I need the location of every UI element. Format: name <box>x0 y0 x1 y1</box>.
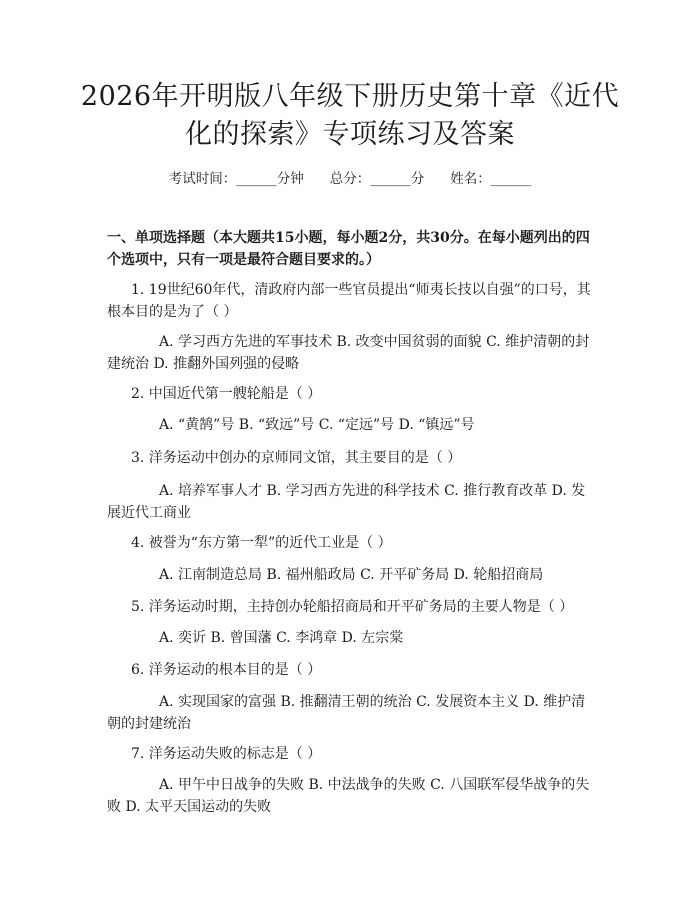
time-label: 考试时间： <box>168 171 237 187</box>
question-4-stem: 4. 被誉为“东方第一犁”的近代工业是（ ） <box>131 535 392 551</box>
question-6-options: A. 实现国家的富强 B. 推翻清王朝的统治 C. 发展资本主义 D. 维护清朝的封建统治 <box>107 694 586 732</box>
name-blank: ______ <box>490 171 532 187</box>
question-1-stem: 1. 19世纪60年代，清政府内部一些官员提出“师夷长技以自强”的口号，其根本目的是为了（ ） <box>107 282 591 320</box>
question-6-stem: 6. 洋务运动的根本目的是（ ） <box>131 662 322 678</box>
question-3-options: A. 培养军事人才 B. 学习西方先进的科学技术 C. 推行教育改革 D. 发展近代工商业 <box>107 483 586 521</box>
question-5-options: A. 奕䜣 B. 曾国藩 C. 李鸿章 D. 左宗棠 <box>159 630 404 646</box>
question-2-stem: 2. 中国近代第一艘轮船是（ ） <box>131 386 322 402</box>
question-4-options: A. 江南制造总局 B. 福州船政局 C. 开平矿务局 D. 轮船招商局 <box>159 567 544 583</box>
question-7-stem: 7. 洋务运动失败的标志是（ ） <box>131 746 322 762</box>
score-blank: ______ <box>370 171 411 187</box>
name-label: 姓名： <box>450 171 491 187</box>
question-7-options: A. 甲午中日战争的失败 B. 中法战争的失败 C. 八国联军侵华战争的失败 D. 太平天国运动的失败 <box>107 777 590 815</box>
question-5-stem: 5. 洋务运动时期，主持创办轮船招商局和开平矿务局的主要人物是（ ） <box>131 599 574 615</box>
title-line-2: 化的探索》专项练习及答案 <box>185 119 515 150</box>
question-2-options: A. “黄鹄”号 B. “致远”号 C. “定远”号 D. “镇远”号 <box>159 417 475 433</box>
time-unit: 分钟 <box>276 171 304 187</box>
exam-info-line <box>0 169 700 189</box>
section-heading: 一、单项选择题（本大题共15小题，每小题2分，共30分。在每小题列出的四个选项中，只有一项是最符合题目要求的。） <box>107 230 590 268</box>
time-blank: ______ <box>236 171 277 187</box>
page-title <box>60 78 640 154</box>
title-line-1: 2026年开明版八年级下册历史第十章《近代 <box>80 81 620 112</box>
question-3-stem: 3. 洋务运动中创办的京师同文馆，其主要目的是（ ） <box>131 450 462 466</box>
score-unit: 分 <box>410 171 425 187</box>
score-label: 总分： <box>329 171 371 187</box>
question-1-options: A. 学习西方先进的军事技术 B. 改变中国贫弱的面貌 C. 维护清朝的封建统治 D. 推翻外国列强的侵略 <box>107 334 590 372</box>
